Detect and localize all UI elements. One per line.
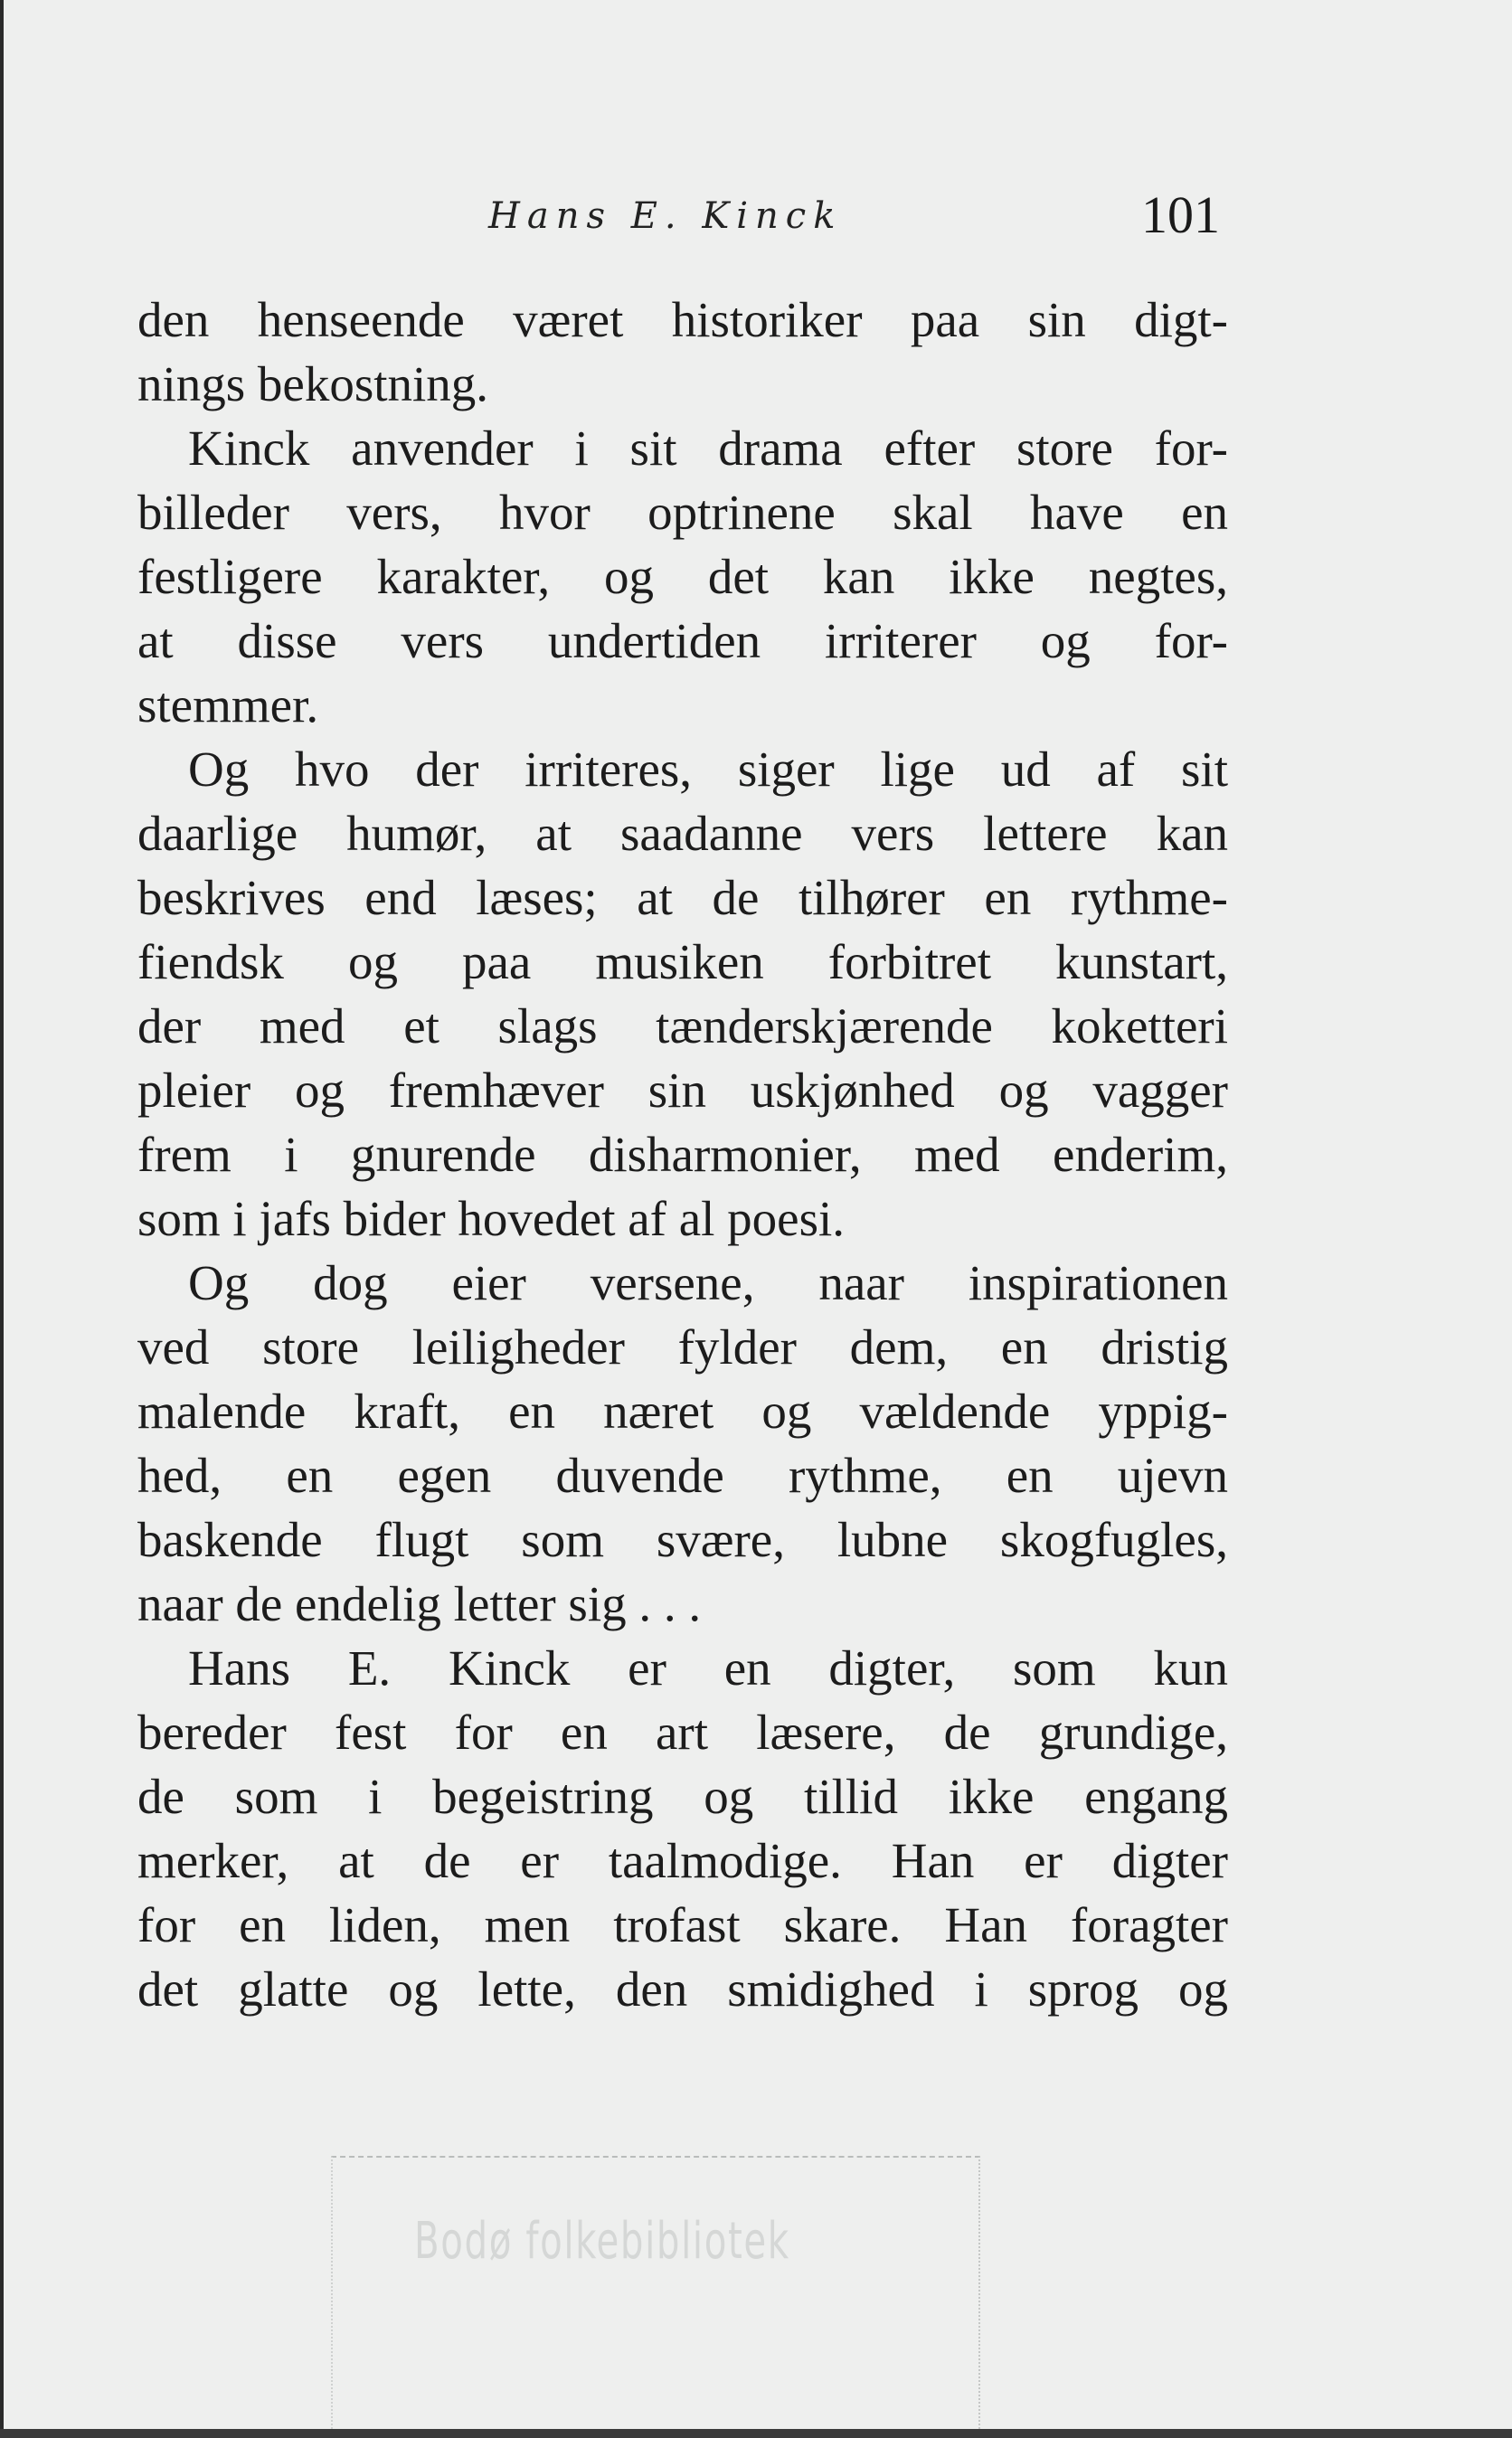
text-line: Og dog eier versene, naar inspirationen — [188, 1255, 1228, 1310]
library-stamp-text: Bodø folkebibliotek — [414, 2212, 790, 2271]
text-line: bereder fest for en art læsere, de grundige, — [137, 1705, 1228, 1760]
page-edge-left — [0, 0, 4, 2438]
text-line: hed, en egen duvende rythme, en ujevn — [137, 1448, 1228, 1503]
text-line: for en liden, men trofast skare. Han foragter — [137, 1897, 1228, 1952]
text-line: at disse vers undertiden irriterer og for- — [137, 613, 1228, 668]
text-line: malende kraft, en næret og vældende yppig- — [137, 1384, 1228, 1439]
text-line: pleier og fremhæver sin uskjønhed og vagger — [137, 1063, 1228, 1118]
running-title: Hans E. Kinck — [488, 195, 843, 237]
text-line: frem i gnurende disharmonier, med enderim, — [137, 1127, 1228, 1182]
text-line: det glatte og lette, den smidighed i sprog og — [137, 1961, 1228, 2017]
page-edge-bottom — [0, 2429, 1512, 2438]
text-line: der med et slags tænderskjærende koketteri — [137, 998, 1228, 1054]
text-line: som i jafs bider hovedet af al poesi. — [137, 1191, 846, 1246]
text-line: de som i begeistring og tillid ikke engang — [137, 1769, 1228, 1824]
text-line: billeder vers, hvor optrinene skal have en — [137, 485, 1228, 540]
text-line: ved store leiligheder fylder dem, en dristig — [137, 1319, 1228, 1375]
text-line: merker, at de er taalmodige. Han er digter — [137, 1833, 1228, 1888]
running-head — [0, 181, 1512, 253]
library-stamp — [331, 2156, 980, 2429]
page-number: 101 — [1141, 185, 1220, 244]
text-line: nings bekostning. — [137, 356, 489, 411]
text-line: Kinck anvender i sit drama efter store for- — [188, 421, 1228, 476]
text-line: Og hvo der irriteres, siger lige ud af sit — [188, 742, 1228, 797]
text-line: beskrives end læses; at de tilhører en rythme- — [137, 870, 1228, 925]
text-line: baskende flugt som svære, lubne skogfugles, — [137, 1512, 1228, 1567]
text-body — [137, 288, 1228, 2021]
text-line: den henseende været historiker paa sin digt- — [137, 292, 1228, 347]
text-line: festligere karakter, og det kan ikke negtes, — [137, 549, 1228, 604]
text-line: stemmer. — [137, 677, 319, 732]
text-line: naar de endelig letter sig . . . — [137, 1576, 702, 1631]
text-line: daarlige humør, at saadanne vers lettere kan — [137, 806, 1228, 861]
text-line: Hans E. Kinck er en digter, som kun — [188, 1640, 1228, 1696]
text-line: fiendsk og paa musiken forbitret kunstart, — [137, 934, 1228, 989]
